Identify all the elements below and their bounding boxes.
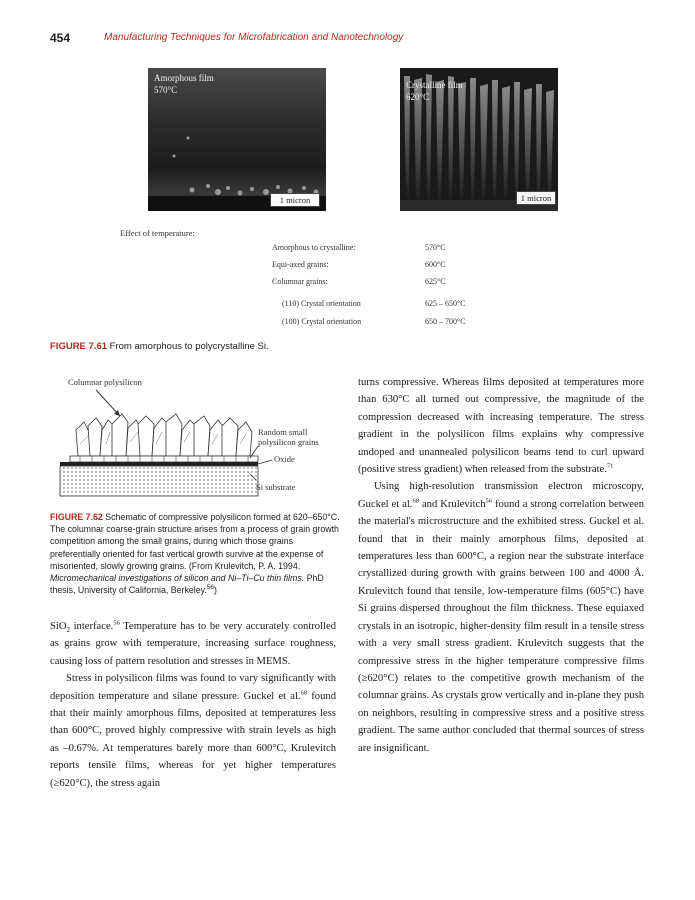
effect-row-label: (100) Crystal orientation xyxy=(282,317,362,326)
effect-row-value: 650 – 700°C xyxy=(425,317,466,326)
text-run: turns compressive. Whereas films deposited at temperatures more than 630°C all turned out compressive, the magnitude of the compression decreased with increasing temperature. The stress gradient in the polysilicon films explains why compressive undoped and unannealed polysilicon beams tend to curl upward (positive stress gradient) when released from the substrate. xyxy=(358,377,644,476)
figure-762-caption xyxy=(50,511,342,596)
figure-761-caption-text: From amorphous to polycrystalline Si. xyxy=(109,341,269,352)
effect-of-temperature-title: Effect of temperature: xyxy=(120,228,195,238)
figure-761-label: FIGURE 7.61 xyxy=(50,341,108,352)
text-run: found that their mainly amorphous films, deposited at temperatures less than 600°C, proved highly compressive with strain levels as high as –0.67%. At temperatures barely more than 600°C, Krulevitch reports tensile films, whereas for yet higher temperatures (≥620°C), the stress again xyxy=(50,690,336,789)
subscript: 2 xyxy=(66,626,70,635)
figure-761-caption xyxy=(50,341,269,352)
text-run: interface. xyxy=(70,621,114,632)
text-run: Stress in polysilicon films was found to vary significantly with deposition temperature and silane pressure. Guckel et al. xyxy=(50,673,336,702)
citation-ref: 71 xyxy=(606,462,614,470)
left-scale-bar: 1 micron xyxy=(270,193,320,207)
random-grains-label-line2: polysilicon grains xyxy=(258,437,319,447)
page-number: 454 xyxy=(50,31,71,45)
effect-row-label: Amorphous to crystalline: xyxy=(272,243,356,252)
figure-762-caption-close: ) xyxy=(214,585,217,596)
columnar-polysilicon-label: Columnar polysilicon xyxy=(68,377,142,387)
paragraph xyxy=(358,478,644,757)
right-column-text xyxy=(358,374,644,757)
effect-row-value: 625 – 650°C xyxy=(425,299,466,308)
text-run: Using high-resolution transmission electron microscopy, Guckel et al. xyxy=(358,481,644,510)
text-run: SiO xyxy=(50,621,67,632)
oxide-label: Oxide xyxy=(274,454,295,464)
effect-row-value: 600°C xyxy=(425,260,446,269)
citation-ref: 56 xyxy=(206,584,215,592)
random-grains-label-line1: Random small xyxy=(258,427,308,437)
effect-row-value: 570°C xyxy=(425,243,446,252)
paragraph xyxy=(50,618,336,670)
figure-762-caption-title: Micromechanical investigations of silicon and Ni–Ti–Cu thin films. xyxy=(50,573,305,584)
right-scale-bar: 1 micron xyxy=(516,191,556,205)
right-photo-temperature: 620°C xyxy=(406,92,430,102)
crystalline-film-micrograph xyxy=(400,68,558,211)
left-photo-temperature: 570°C xyxy=(154,85,178,95)
figure-762-caption-tail: PhD thesis, University of California, Berkeley. xyxy=(50,573,324,596)
effect-row-label: Equi-axed grains: xyxy=(272,260,329,269)
polysilicon-schematic xyxy=(50,374,345,506)
figure-762-label: FIGURE 7.62 xyxy=(50,512,103,522)
amorphous-film-micrograph xyxy=(148,68,326,211)
text-run: found a strong correlation between the material's microstructure and the exhibited stress. Guckel et al. found that in their mainly amorphous films, deposited at temperatures less than 600°C, a region near the substrate interface crystallized during growth with grains between 100 and 4000 Å. Krulevitch found that tensile, low-temperature films (605°C) have Si grains dispersed throughout the film thickness. These equiaxed crystals in an isotropic, higher-density film result in a tensile stress with a very small stress gradient. Krulevitch suggests that the compressive stress in the higher temperature compressive films (≥620°C) relates to the competitive growth mechanism of the columnar grains. As crystals grow vertically and in-plane they push on neighbors, resulting in compressive stress and a positive stress gradient. The same author concluded that thermal sources of stress are insignificant. xyxy=(358,498,644,754)
si-substrate-label: Si substrate xyxy=(256,482,296,492)
effect-row-value: 625°C xyxy=(425,277,446,286)
citation-ref: 56 xyxy=(485,497,493,505)
paragraph xyxy=(50,670,336,792)
effect-row-label: Columnar grains: xyxy=(272,277,328,286)
effect-row-label: (110) Crystal orientation xyxy=(282,299,361,308)
text-run: and Krulevitch xyxy=(418,498,486,510)
running-title: Manufacturing Techniques for Microfabrication and Nanotechnology xyxy=(104,32,404,43)
left-column-text xyxy=(50,618,336,792)
right-photo-title: Crystalline film xyxy=(406,80,463,90)
citation-ref: 68 xyxy=(300,689,308,697)
text-run: Temperature has to be very accurately controlled as grains grow with temperature, increasing surface roughness, causing loss of pattern resolution and stresses in MEMS. xyxy=(50,621,336,667)
citation-ref: 56 xyxy=(113,619,120,627)
random-grains-label xyxy=(258,427,319,447)
citation-ref: 68 xyxy=(412,497,419,505)
figure-762-caption-text: Schematic of compressive polysilicon formed at 620–650°C. The columnar coarse-grain structure arises from a process of grain growth competition among the small grains, during which those grains preferentially oriented for fast vertical growth survive at the expense of misoriented, slowly growing grains. (From Krulevitch, P. A. 1994. xyxy=(50,512,340,571)
left-photo-title: Amorphous film xyxy=(154,73,214,83)
paragraph xyxy=(358,374,644,478)
